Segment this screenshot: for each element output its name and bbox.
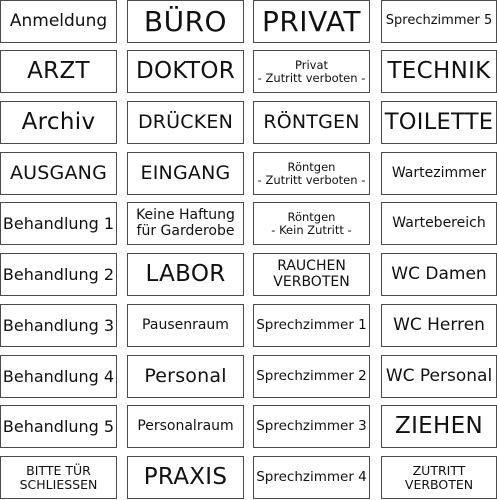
sign-plate bbox=[381, 101, 497, 144]
sign-text: Archiv bbox=[21, 108, 96, 135]
sign-text: Behandlung 5 bbox=[2, 416, 115, 436]
sign-text: Sprechzimmer 3 bbox=[256, 417, 367, 434]
sign-text: WC Damen bbox=[391, 263, 487, 284]
sign-plate bbox=[0, 304, 117, 347]
sign-plate bbox=[253, 456, 370, 499]
sign-text: TECHNIK bbox=[387, 57, 491, 84]
sign-text: Behandlung 4 bbox=[2, 366, 115, 386]
sign-text: ZIEHEN bbox=[395, 412, 483, 439]
sign-text: WC Personal bbox=[385, 365, 493, 386]
sign-plate bbox=[127, 253, 244, 296]
sign-text: Keine Haftung bbox=[136, 206, 235, 223]
sign-text: PRAXIS bbox=[143, 463, 228, 490]
sign-plate bbox=[381, 355, 497, 398]
sign-text: SCHLIESSEN bbox=[19, 476, 98, 492]
sign-plate bbox=[127, 50, 244, 93]
sign-plate bbox=[381, 0, 497, 43]
sign-plate bbox=[253, 202, 370, 245]
sign-plate bbox=[253, 355, 370, 398]
sign-plate bbox=[381, 405, 497, 448]
sign-text: - Zutritt verboten - bbox=[257, 172, 366, 187]
sign-plate bbox=[381, 50, 497, 93]
sign-text: - Zutritt verboten - bbox=[257, 70, 366, 85]
sign-text: Wartezimmer bbox=[391, 164, 487, 181]
sign-text: Röntgen bbox=[287, 159, 336, 174]
sign-text: DRÜCKEN bbox=[137, 110, 234, 133]
sign-text: Sprechzimmer 5 bbox=[385, 13, 493, 29]
sign-plate bbox=[127, 355, 244, 398]
sign-plate bbox=[253, 50, 370, 93]
sign-plate bbox=[0, 405, 117, 448]
sign-plate bbox=[253, 304, 370, 347]
sign-text: TOILETTE bbox=[384, 108, 494, 135]
sign-plate bbox=[253, 253, 370, 296]
sign-plate bbox=[127, 202, 244, 245]
sign-text: Personalraum bbox=[137, 417, 234, 434]
sign-plate bbox=[127, 456, 244, 499]
sign-text: Pausenraum bbox=[142, 316, 229, 333]
sign-text: BITTE TÜR bbox=[26, 462, 91, 478]
sign-plate bbox=[127, 0, 244, 43]
sign-text: Privat bbox=[294, 57, 329, 72]
sign-text: für Garderobe bbox=[136, 222, 235, 239]
sign-text: Wartebereich bbox=[392, 214, 486, 231]
sign-text: RÖNTGEN bbox=[263, 110, 360, 133]
sign-text: RAUCHEN bbox=[277, 257, 346, 274]
sign-plate bbox=[381, 202, 497, 245]
sign-text: Röntgen bbox=[287, 209, 336, 224]
sign-plate bbox=[0, 253, 117, 296]
sign-text: ZUTRITT bbox=[412, 462, 466, 478]
sign-text: ARZT bbox=[27, 57, 90, 84]
sign-text: DOKTOR bbox=[135, 57, 236, 84]
sign-plate bbox=[253, 101, 370, 144]
sign-plate bbox=[381, 304, 497, 347]
sign-plate bbox=[0, 101, 117, 144]
sign-text: Sprechzimmer 4 bbox=[256, 468, 367, 485]
sign-text: BÜRO bbox=[143, 4, 228, 38]
sign-plate bbox=[0, 456, 117, 499]
sign-text: VERBOTEN bbox=[273, 273, 350, 290]
sign-text: Sprechzimmer 1 bbox=[256, 316, 367, 333]
sign-text: AUSGANG bbox=[9, 161, 108, 184]
sign-text: PRIVAT bbox=[261, 4, 362, 38]
sign-plate bbox=[0, 0, 117, 43]
sign-plate bbox=[127, 152, 244, 195]
sign-plate bbox=[253, 152, 370, 195]
sign-plate bbox=[0, 50, 117, 93]
sign-plate bbox=[0, 355, 117, 398]
sign-text: Behandlung 2 bbox=[2, 264, 115, 284]
sign-text: - Kein Zutritt - bbox=[271, 222, 352, 237]
sign-text: Anmeldung bbox=[9, 10, 108, 31]
sign-plate bbox=[381, 456, 497, 499]
sign-plate bbox=[0, 152, 117, 195]
sign-text: Personal bbox=[144, 364, 227, 387]
sign-plate bbox=[381, 253, 497, 296]
sign-plate bbox=[127, 405, 244, 448]
sign-plate bbox=[253, 405, 370, 448]
sign-plate bbox=[127, 101, 244, 144]
sign-plate bbox=[381, 152, 497, 195]
sign-text: Behandlung 3 bbox=[2, 315, 115, 335]
sign-text: LABOR bbox=[145, 260, 226, 287]
sign-text: EINGANG bbox=[140, 161, 231, 184]
sign-plate bbox=[0, 202, 117, 245]
sign-text: Sprechzimmer 2 bbox=[256, 367, 367, 384]
sign-plate bbox=[253, 0, 370, 43]
sign-text: Behandlung 1 bbox=[2, 213, 115, 233]
sign-text: WC Herren bbox=[393, 314, 485, 335]
sign-plate bbox=[127, 304, 244, 347]
sign-text: VERBOTEN bbox=[404, 476, 474, 492]
